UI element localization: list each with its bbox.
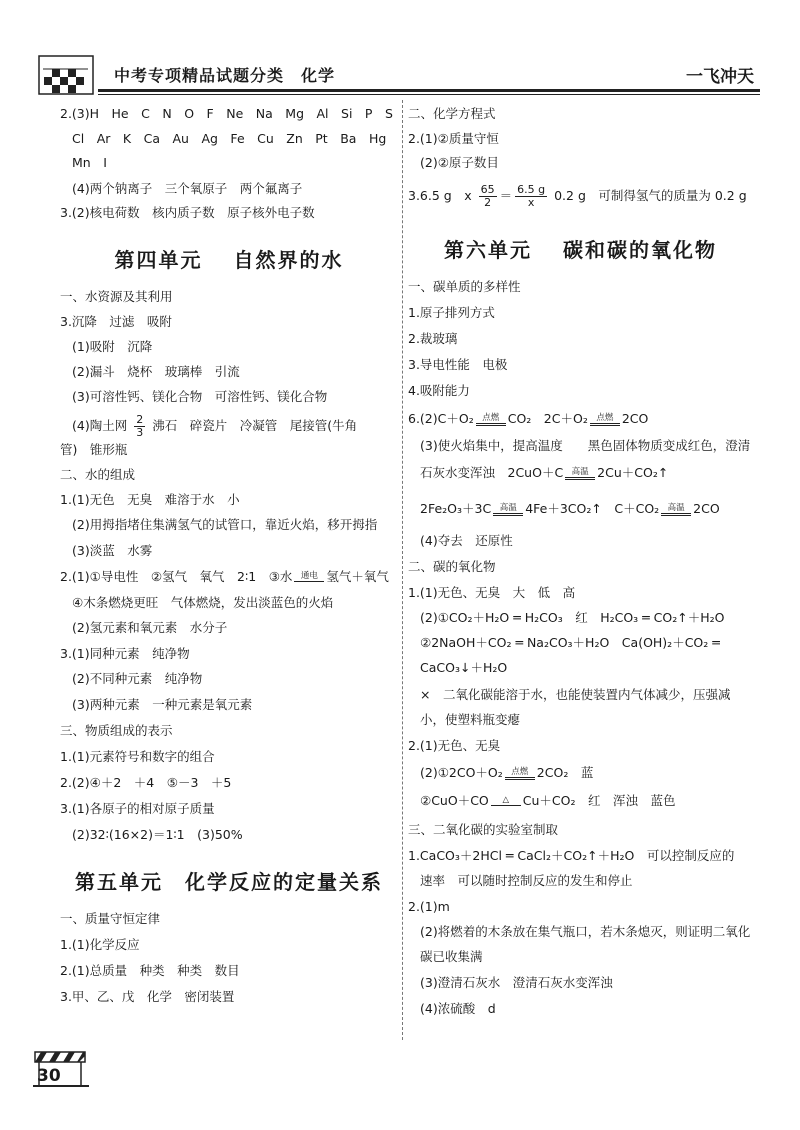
answer-line: (3)使火焰集中，提高温度 黑色固体物质变成红色，澄清 (420, 438, 751, 453)
answer-line: × 二氧化碳能溶于水，也能使装置内气体减少，压强减 (420, 687, 731, 702)
answer-line: 1.(1)无色 无臭 难溶于水 小 (60, 492, 240, 507)
answer-line: 2.(1)无色、无臭 (408, 738, 501, 753)
column-divider (402, 100, 403, 1040)
answer-line: 2Fe₂O₃＋3C 高温 4Fe＋3CO₂↑ C＋CO₂ 高温 2CO (420, 501, 720, 516)
reaction-arrow: 高温 (493, 504, 523, 516)
checkered-logo-icon (38, 55, 94, 95)
header-brand: 一飞冲天 (686, 67, 754, 87)
answer-line: 石灰水变浑浊 2CuO＋C 高温 2Cu＋CO₂↑ (420, 465, 669, 480)
answer-line: 小，使塑料瓶变瘪 (420, 712, 521, 727)
reaction-arrow: 点燃 (590, 414, 620, 426)
section-heading: 三、物质组成的表示 (60, 723, 173, 738)
answer-line: 1.CaCO₃＋2HCl ═ CaCl₂＋CO₂↑＋H₂O 可以控制反应的 (408, 848, 735, 863)
answer-line: (3)淡蓝 水雾 (72, 543, 153, 558)
section-heading: 一、碳单质的多样性 (408, 279, 521, 294)
answer-line: Mn I (72, 155, 107, 170)
answer-line: 3.(1)同种元素 纯净物 (60, 646, 190, 661)
section-heading: 二、碳的氧化物 (408, 559, 496, 574)
answer-line: 3.(1)各原子的相对原子质量 (60, 801, 215, 816)
section-heading: 二、化学方程式 (408, 106, 496, 121)
reaction-arrow: 通电 (294, 572, 324, 583)
answer-line: 2.(3)H He C N O F Ne Na Mg Al Si P S (60, 106, 393, 121)
answer-line: 3.导电性能 电极 (408, 357, 508, 372)
reaction-arrow: 点燃 (505, 768, 535, 780)
unit-heading-5: 第五单元 化学反应的定量关系 (75, 870, 383, 894)
answer-line: Cl Ar K Ca Au Ag Fe Cu Zn Pt Ba Hg (72, 131, 387, 146)
answer-line: 2.裁玻璃 (408, 331, 458, 346)
page-number-badge (33, 1048, 93, 1088)
answer-line: 速率 可以随时控制反应的发生和停止 (420, 873, 633, 888)
answer-line: 3.(2)核电荷数 核内质子数 原子核外电子数 (60, 205, 315, 220)
answer-line: 碳已收集满 (420, 949, 483, 964)
answer-line: (4)浓硫酸 d (420, 1001, 496, 1016)
answer-line: 2.(2)④＋2 ＋4 ⑤－3 ＋5 (60, 775, 232, 790)
fraction: $\frac{65}{2}$ (480, 183, 495, 209)
answer-line: (2)①2CO＋O₂ 点燃 2CO₂ 蓝 (420, 765, 594, 780)
answer-line: (2)氢元素和氧元素 水分子 (72, 620, 228, 635)
answer-line: ④木条燃烧更旺 气体燃烧，发出淡蓝色的火焰 (72, 595, 334, 610)
header-title: 中考专项精品试题分类 化学 (114, 66, 336, 85)
answer-line: 2.(1)②质量守恒 (408, 131, 499, 146)
reaction-arrow: △ (491, 796, 521, 807)
answer-line: (3)澄清石灰水 澄清石灰水变浑浊 (420, 975, 613, 990)
answer-line: (1)吸附 沉降 (72, 339, 153, 354)
answer-line: 2.(1)总质量 种类 种类 数目 (60, 963, 240, 978)
answer-line: (2)用拇指堵住集满氢气的试管口，靠近火焰，移开拇指 (72, 517, 378, 532)
answer-line: (4)两个钠离子 三个氧原子 两个氟离子 (72, 181, 303, 196)
answer-line: 2.(1)①导电性 ②氢气 氧气 2∶1 ③水 通电 氢气＋氧气 (60, 569, 389, 584)
header-rule-thin (98, 94, 760, 95)
answer-line: (2)32∶(16×2)＝1∶1 (3)50% (72, 827, 243, 842)
page-number: 30 (37, 1066, 61, 1086)
answer-line: (3)两种元素 一种元素是氧元素 (72, 697, 253, 712)
answer-line: 1.(1)无色、无臭 大 低 高 (408, 585, 576, 600)
unit-heading-4: 第四单元 自然界的水 (114, 248, 344, 272)
reaction-arrow: 高温 (661, 504, 691, 516)
header-rule (98, 89, 760, 92)
answer-line: (3)可溶性钙、镁化合物 可溶性钙、镁化合物 (72, 389, 328, 404)
answer-line: ②CuO＋CO △ Cu＋CO₂ 红 浑浊 蓝色 (420, 793, 676, 808)
answer-line: (4)陶土网 $\frac{2}{3}$ 沸石 碎瓷片 冷凝管 尾接管(牛角 (72, 413, 358, 439)
answer-line: 1.(1)化学反应 (60, 937, 140, 952)
section-heading: 三、二氧化碳的实验室制取 (408, 822, 559, 837)
answer-line: CaCO₃↓＋H₂O (420, 660, 508, 675)
answer-line: 3.沉降 过滤 吸附 (60, 314, 172, 329)
answer-line: 6.(2)C＋O₂ 点燃 CO₂ 2C＋O₂ 点燃 2CO (408, 411, 649, 426)
answer-line: (2)不同种元素 纯净物 (72, 671, 203, 686)
section-heading: 一、水资源及其利用 (60, 289, 173, 304)
page-header (38, 55, 760, 97)
answer-line: (2)将燃着的木条放在集气瓶口，若木条熄灭，则证明二氧化 (420, 924, 751, 939)
fraction: $\frac{2}{3}$ (136, 413, 144, 439)
answer-line: (2)①CO₂＋H₂O ═ H₂CO₃ 红 H₂CO₃ ═ CO₂↑＋H₂O (420, 610, 725, 625)
answer-line: 3.甲、乙、戊 化学 密闭装置 (60, 989, 235, 1004)
section-heading: 一、质量守恒定律 (60, 911, 161, 926)
reaction-arrow: 高温 (565, 468, 595, 480)
fraction: $\frac{6.5 g}{x}$ (517, 183, 546, 209)
section-heading: 二、水的组成 (60, 467, 136, 482)
answer-line: (2)②原子数目 (420, 155, 499, 170)
unit-heading-6: 第六单元 碳和碳的氧化物 (444, 238, 717, 262)
answer-line: 1.(1)元素符号和数字的组合 (60, 749, 215, 764)
answer-line: 2.(1)m (408, 899, 450, 914)
answer-line: (2)漏斗 烧杯 玻璃棒 引流 (72, 364, 240, 379)
answer-line: 4.吸附能力 (408, 383, 470, 398)
answer-line: 1.原子排列方式 (408, 305, 495, 320)
answer-line: 管) 锥形瓶 (60, 442, 128, 457)
reaction-arrow: 点燃 (476, 414, 506, 426)
answer-line: 3.6.5 g x $\frac{65}{2}$ ＝ $\frac{6.5 g}{x}$ 0.2 g 可制得氢气的质量为 0.2 g (408, 183, 747, 209)
answer-line: ②2NaOH＋CO₂ ═ Na₂CO₃＋H₂O Ca(OH)₂＋CO₂ ═ (420, 635, 720, 650)
answer-line: (4)夺去 还原性 (420, 533, 513, 548)
